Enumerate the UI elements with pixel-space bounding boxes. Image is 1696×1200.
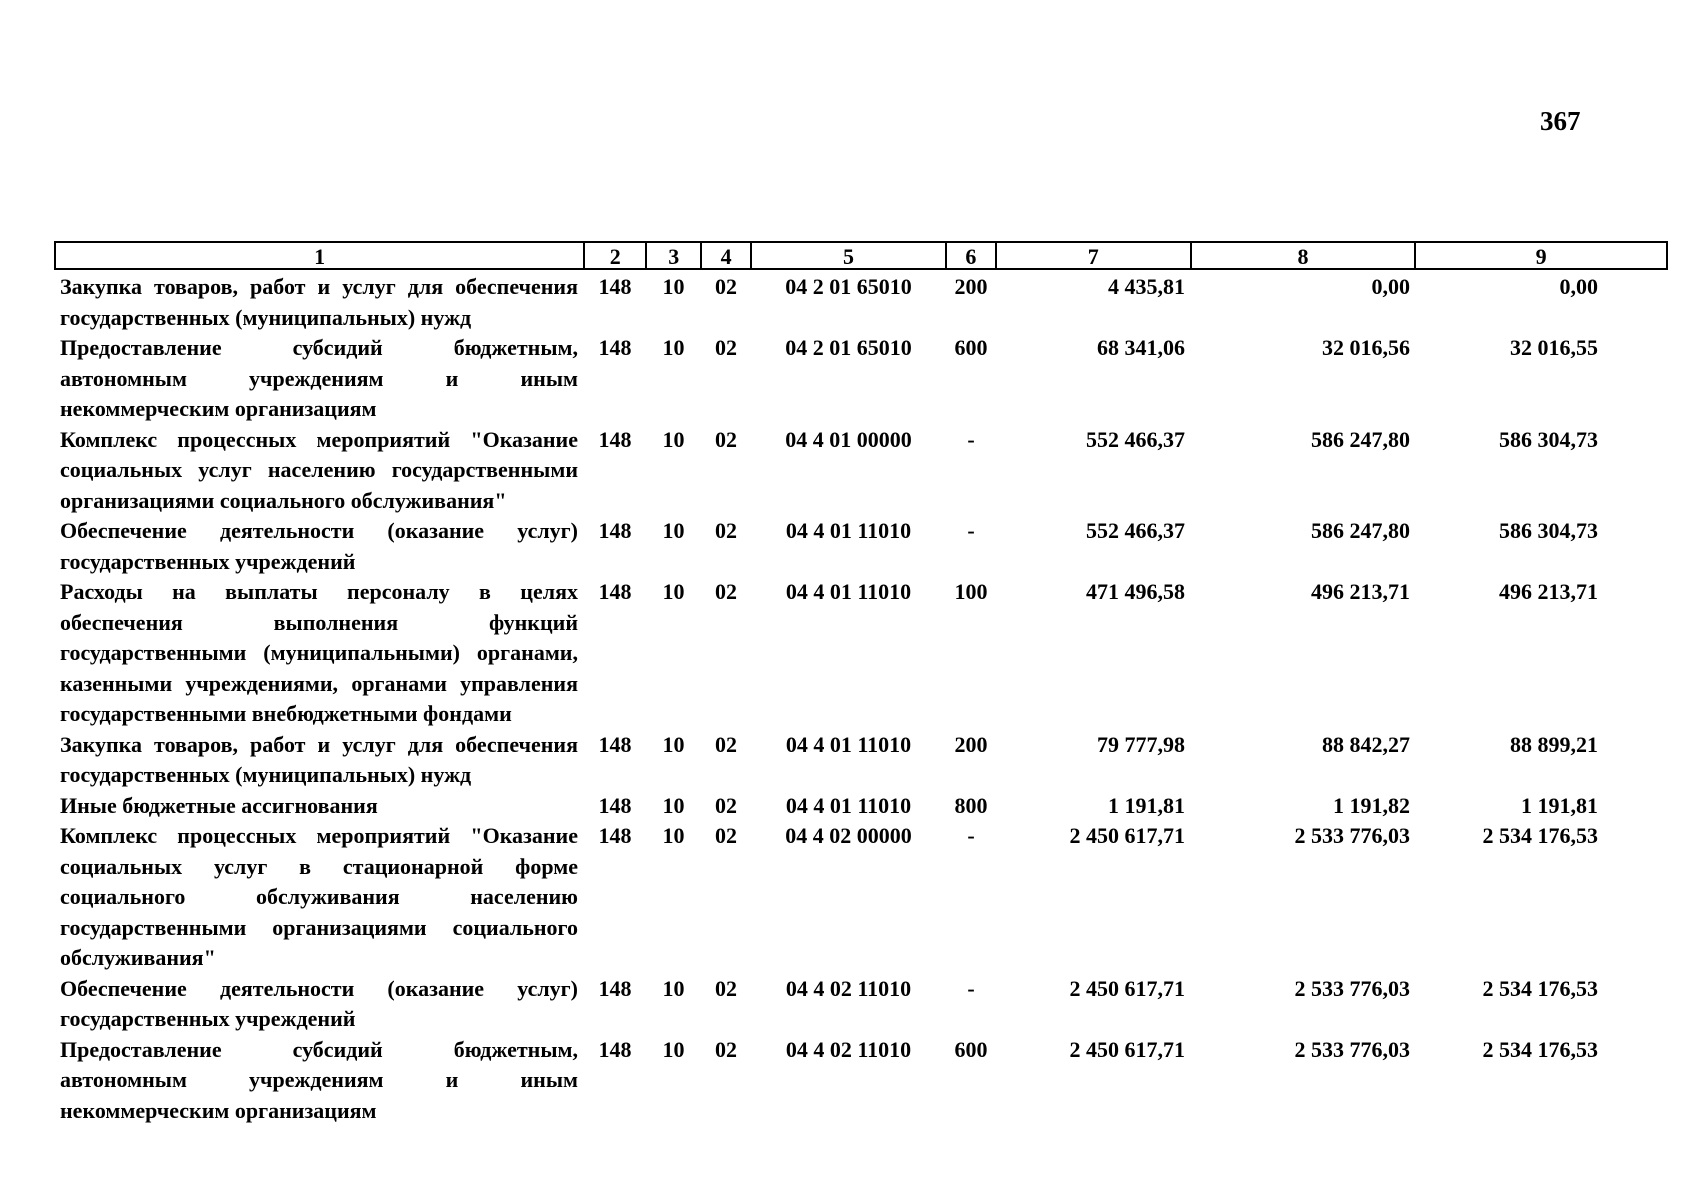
header-col-6: 6 [947, 243, 997, 268]
row-description [54, 974, 584, 1035]
table-row [54, 516, 1668, 577]
row-col-2: 148 [598, 792, 632, 818]
row-col-2: 148 [598, 518, 632, 543]
row-col-7: 552 466,37 [1086, 426, 1185, 452]
row-col-7: 2 450 617,71 [1069, 1036, 1185, 1062]
header-col-8: 8 [1192, 243, 1417, 268]
row-col-5: 04 4 02 11010 [785, 975, 912, 1001]
header-col-4: 4 [702, 243, 752, 268]
description-line: Комплекс процессных мероприятий "Оказание [60, 426, 578, 452]
row-col-3: 10 [662, 426, 685, 452]
description-line: Закупка товаров, работ и услуг для обеспечения [60, 731, 578, 757]
row-col-9: 586 304,73 [1499, 426, 1598, 452]
row-col-4: 02 [715, 1036, 737, 1062]
description-line: Обеспечение деятельности (оказание услуг) [60, 518, 578, 543]
description-line: Обеспечение деятельности (оказание услуг) [60, 975, 578, 1001]
row-col-3: 10 [662, 731, 685, 757]
row-col-2: 148 [598, 975, 632, 1001]
row-col-9: 586 304,73 [1499, 518, 1598, 543]
header-col-9: 9 [1416, 243, 1668, 268]
row-col-2: 148 [598, 1036, 632, 1062]
row-description [54, 791, 584, 822]
description-line: государственных учреждений [60, 1006, 356, 1031]
row-col-7: 471 496,58 [1086, 579, 1185, 604]
row-col-7: 68 341,06 [1097, 335, 1185, 360]
description-line: некоммерческим организациям [60, 396, 377, 421]
row-col-8: 32 016,56 [1322, 335, 1410, 360]
row-col-8: 2 533 776,03 [1294, 1036, 1410, 1062]
row-col-8: 88 842,27 [1322, 731, 1410, 757]
row-col-7: 1 191,81 [1108, 792, 1185, 818]
table-header [54, 241, 1668, 270]
table-row [54, 974, 1668, 1035]
row-col-5: 04 2 01 65010 [785, 335, 912, 360]
row-col-6: - [967, 975, 975, 1001]
description-line: Предоставление субсидий бюджетным, [60, 1036, 578, 1062]
row-col-4: 02 [715, 792, 737, 818]
row-col-9: 2 534 176,53 [1482, 823, 1598, 848]
row-col-9: 0,00 [1559, 274, 1598, 299]
header-col-2: 2 [585, 243, 647, 268]
description-line: социальных услуг в стационарной форме [60, 853, 578, 879]
row-col-6: 600 [954, 1036, 988, 1062]
description-line: обеспечения выполнения функций [60, 609, 578, 635]
header-col-7: 7 [997, 243, 1192, 268]
row-col-5: 04 4 02 11010 [785, 1036, 912, 1062]
description-line: автономным учреждениям и иным [60, 365, 578, 391]
header-col-5: 5 [752, 243, 947, 268]
row-col-3: 10 [662, 975, 685, 1001]
row-col-3: 10 [662, 335, 685, 360]
description-line: государственных (муниципальных) нужд [60, 762, 472, 787]
description-line: социальных услуг населению государственными [60, 457, 578, 482]
description-line: государственных (муниципальных) нужд [60, 304, 472, 330]
row-col-6: - [967, 823, 975, 848]
row-col-6: 600 [954, 335, 988, 360]
row-col-6: 200 [954, 274, 988, 299]
row-description [54, 730, 584, 791]
row-col-4: 02 [715, 579, 737, 604]
row-col-4: 02 [715, 274, 737, 299]
row-col-7: 2 450 617,71 [1069, 975, 1185, 1001]
description-line: автономным учреждениям и иным [60, 1067, 578, 1092]
description-line: организациями социального обслуживания" [60, 487, 507, 513]
row-col-8: 2 533 776,03 [1294, 975, 1410, 1001]
row-col-9: 88 899,21 [1510, 731, 1598, 757]
row-col-6: - [967, 426, 975, 452]
row-col-3: 10 [662, 792, 685, 818]
row-col-8: 496 213,71 [1311, 579, 1410, 604]
description-line: государственными внебюджетными фондами [60, 701, 512, 726]
row-col-2: 148 [598, 274, 632, 299]
row-col-8: 0,00 [1371, 274, 1410, 299]
row-description [54, 577, 584, 730]
row-col-5: 04 4 01 11010 [785, 792, 912, 818]
row-col-5: 04 4 01 11010 [785, 731, 912, 757]
row-description [54, 333, 584, 425]
row-col-5: 04 4 01 11010 [785, 518, 912, 543]
row-col-4: 02 [715, 731, 737, 757]
row-description [54, 821, 584, 974]
row-col-9: 496 213,71 [1499, 579, 1598, 604]
table-row [54, 333, 1668, 425]
table-row [54, 821, 1668, 974]
header-col-3: 3 [647, 243, 702, 268]
row-description [54, 1035, 584, 1127]
row-col-4: 02 [715, 426, 737, 452]
row-col-3: 10 [662, 579, 685, 604]
row-col-6: 200 [954, 731, 988, 757]
row-col-3: 10 [662, 274, 685, 299]
row-col-5: 04 4 02 00000 [785, 823, 912, 848]
header-col-1: 1 [56, 243, 585, 268]
table-row [54, 730, 1668, 791]
table-row [54, 425, 1668, 517]
row-col-2: 148 [598, 579, 632, 604]
description-line: Закупка товаров, работ и услуг для обеспечения [60, 274, 578, 299]
row-col-3: 10 [662, 1036, 685, 1062]
row-col-5: 04 2 01 65010 [785, 274, 912, 299]
row-col-9: 1 191,81 [1521, 792, 1598, 818]
row-col-2: 148 [598, 731, 632, 757]
row-col-5: 04 4 01 11010 [785, 579, 912, 604]
row-col-8: 586 247,80 [1311, 518, 1410, 543]
row-description [54, 425, 584, 517]
description-line: казенными учреждениями, органами управления [60, 670, 578, 696]
row-col-8: 2 533 776,03 [1294, 823, 1410, 848]
row-col-9: 32 016,55 [1510, 335, 1598, 360]
row-col-5: 04 4 01 00000 [785, 426, 912, 452]
row-col-2: 148 [598, 426, 632, 452]
description-line: Комплекс процессных мероприятий "Оказание [60, 823, 578, 848]
description-line: некоммерческим организациям [60, 1097, 377, 1123]
row-col-7: 4 435,81 [1108, 274, 1185, 299]
row-col-6: 100 [954, 579, 988, 604]
description-line: Иные бюджетные ассигнования [60, 792, 378, 818]
row-col-9: 2 534 176,53 [1482, 975, 1598, 1001]
row-col-8: 586 247,80 [1311, 426, 1410, 452]
description-line: обслуживания" [60, 945, 216, 970]
description-line: государственными организациями социального [60, 914, 578, 940]
description-line: государственных учреждений [60, 548, 356, 574]
row-col-8: 1 191,82 [1333, 792, 1410, 818]
table-row [54, 791, 1668, 822]
row-col-4: 02 [715, 975, 737, 1001]
row-col-3: 10 [662, 518, 685, 543]
row-col-4: 02 [715, 518, 737, 543]
description-line: государственными (муниципальными) органами, [60, 640, 578, 665]
row-col-2: 148 [598, 335, 632, 360]
row-col-6: - [967, 518, 975, 543]
row-description [54, 272, 584, 333]
table-row [54, 272, 1668, 333]
description-line: социального обслуживания населению [60, 884, 578, 909]
description-line: Расходы на выплаты персоналу в целях [60, 579, 578, 604]
table-row [54, 577, 1668, 730]
row-col-6: 800 [954, 792, 988, 818]
row-col-7: 552 466,37 [1086, 518, 1185, 543]
row-col-2: 148 [598, 823, 632, 848]
row-col-4: 02 [715, 335, 737, 360]
table-body [54, 272, 1668, 1126]
description-line: Предоставление субсидий бюджетным, [60, 335, 578, 360]
row-col-7: 79 777,98 [1097, 731, 1185, 757]
table-row [54, 1035, 1668, 1127]
row-col-7: 2 450 617,71 [1069, 823, 1185, 848]
page-number: 367 [1540, 106, 1581, 136]
row-description [54, 516, 584, 577]
row-col-9: 2 534 176,53 [1482, 1036, 1598, 1062]
row-col-3: 10 [662, 823, 685, 848]
row-col-4: 02 [715, 823, 737, 848]
